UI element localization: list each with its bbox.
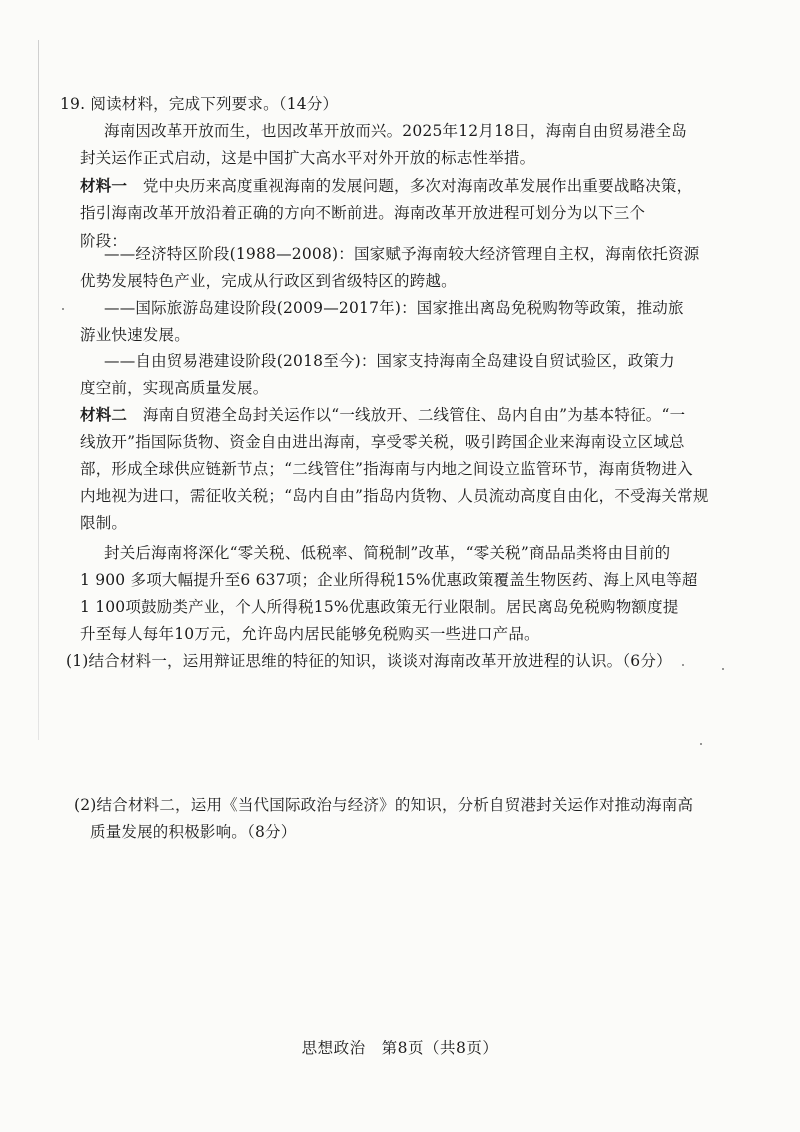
intro-line: 封关运作正式启动，这是中国扩大高水平对外开放的标志性举措。 <box>80 149 536 167</box>
scan-speck <box>722 668 724 670</box>
intro-line: 海南因改革开放而生，也因改革开放而兴。2025年12月18日，海南自由贸易港全岛 <box>104 122 687 140</box>
material2-line: 内地视为进口，需征收关税；“岛内自由”指岛内货物、人员流动高度自由化，不受海关常规 <box>80 487 709 505</box>
material1-line: 指引海南改革开放沿着正确的方向不断前进。海南改革开放进程可划分为以下三个 <box>80 204 646 222</box>
material2-line: 升至每人每年10万元，允许岛内居民能够免税购买一些进口产品。 <box>80 625 540 643</box>
scan-speck <box>62 308 64 310</box>
material1-line: ——经济特区阶段(1988—2008)：国家赋予海南较大经济管理自主权，海南依托资源 <box>104 245 700 263</box>
material2-line: 1 100项鼓励类产业，个人所得税15%优惠政策无行业限制。居民离岛免税购物额度提 <box>80 598 679 616</box>
material1-line: 党中央历来高度重视海南的发展问题，多次对海南改革发展作出重要战略决策， <box>142 177 693 195</box>
sub-question-1: (1)结合材料一，运用辩证思维的特征的知识，谈谈对海南改革开放进程的认识。（6分） <box>66 652 672 670</box>
material2-line: 封关后海南将深化“零关税、低税率、简税制”改革，“零关税”商品品类将由目前的 <box>104 544 671 562</box>
material2-first-line <box>80 405 685 425</box>
material2-line: 1 900 多项大幅提升至6 637项；企业所得税15%优惠政策覆盖生物医药、海上风电等超 <box>80 571 698 589</box>
material2-line: 海南自贸港全岛封关运作以“一线放开、二线管住、岛内自由”为基本特征。“一 <box>142 406 686 424</box>
page-footer: 思想政治 第8页（共8页） <box>301 1039 499 1057</box>
material2-line: 部，形成全球供应链新节点；“二线管住”指海南与内地之间设立监管环节，海南货物进入 <box>80 460 693 478</box>
material1-line: ——国际旅游岛建设阶段(2009—2017年)：国家推出离岛免税购物等政策，推动旅 <box>104 299 684 317</box>
sub-question-2: (2)结合材料二，运用《当代国际政治与经济》的知识，分析自贸港封关运作对推动海南高 <box>74 796 694 814</box>
material1-line: 游业快速发展。 <box>80 326 190 344</box>
material1-line: 阶段： <box>80 232 128 250</box>
scan-speck <box>700 743 702 745</box>
material1-line: 优势发展特色产业，完成从行政区到省级特区的跨越。 <box>80 272 457 290</box>
material1-first-line <box>80 176 692 196</box>
material1-line: 度空前，实现高质量发展。 <box>80 379 269 397</box>
question-title: 19. 阅读材料，完成下列要求。（14分） <box>60 95 339 113</box>
material2-line: 限制。 <box>80 514 128 532</box>
material2-line: 线放开”指国际货物、资金自由进出海南，享受零关税，吸引跨国企业来海南设立区域总 <box>80 433 685 451</box>
sub-question-2: 质量发展的积极影响。（8分） <box>90 823 297 841</box>
material1-line: ——自由贸易港建设阶段(2018至今)：国家支持海南全岛建设自贸试验区，政策力 <box>104 352 675 370</box>
material1-label: 材料一 <box>80 176 128 195</box>
material2-label: 材料二 <box>80 405 128 424</box>
scan-speck <box>682 664 684 666</box>
